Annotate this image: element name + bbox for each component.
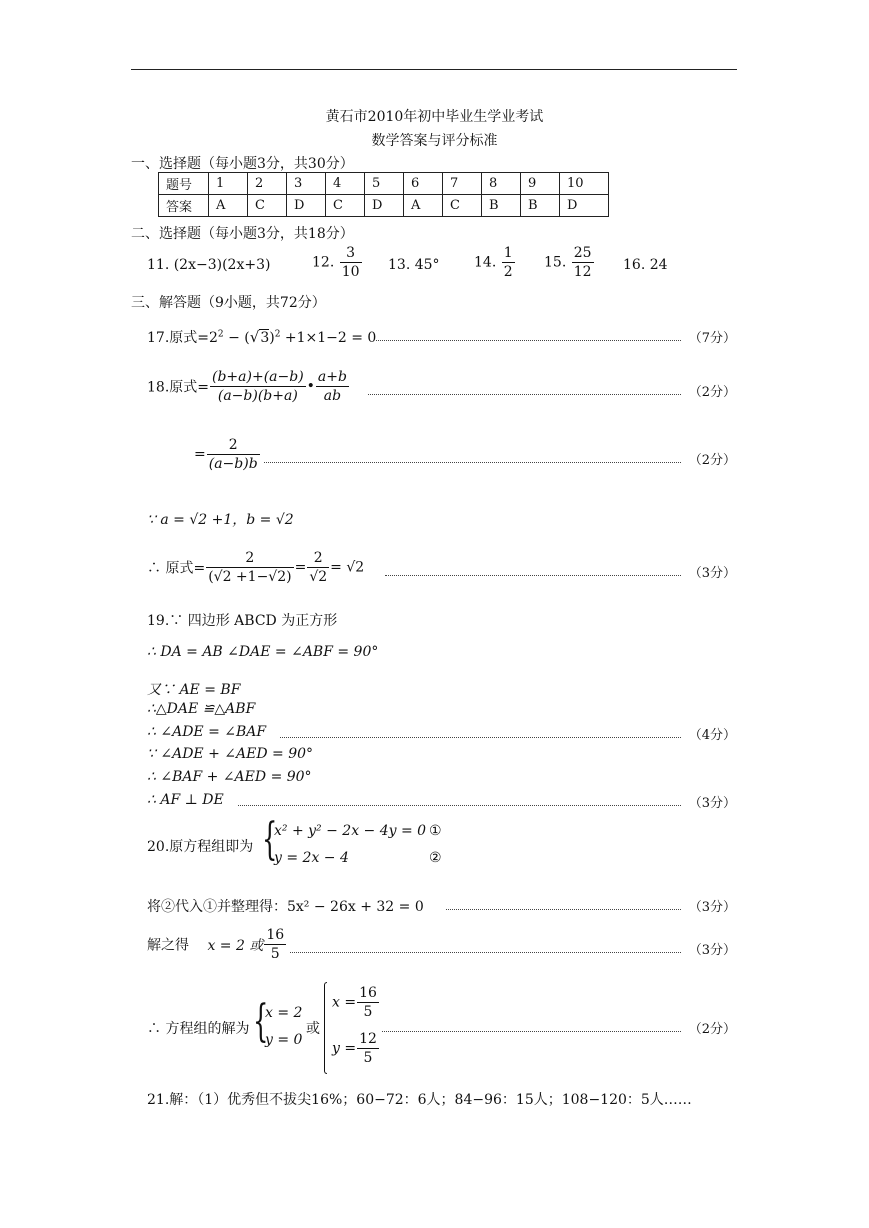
table-cell: 10 <box>560 173 609 195</box>
table-cell: D <box>287 195 326 217</box>
leader-dots <box>290 952 681 953</box>
q19-line6: ∵ ∠ADE + ∠AED = 90° <box>147 746 314 762</box>
q20-eq1-mark: ① <box>429 823 442 839</box>
table-cell: D <box>560 195 609 217</box>
table-cell: C <box>326 195 365 217</box>
leader-dots <box>376 340 681 341</box>
q19-score2: （3分） <box>688 796 736 811</box>
q18-line4: ∴ 原式= $\frac{2}{(√2 +1-√2)}$ = $\frac{2}{√2}$ = √2 <box>147 550 365 585</box>
table-row-answers <box>159 195 609 217</box>
leader-dots <box>264 462 681 463</box>
q20-solve: 解之得 x = 2 或 $\frac{16}{5}$ <box>147 927 285 962</box>
table-cell: 3 <box>287 173 326 195</box>
q19-line5: ∴ ∠ADE = ∠BAF <box>147 724 267 740</box>
q20-or: 或 <box>306 1021 320 1037</box>
q15-answer: 15. $\frac{25}{12}$ <box>544 245 592 280</box>
leader-dots <box>446 909 681 910</box>
q20-prefix: 20.原方程组即为 <box>147 839 254 855</box>
table-header-answer: 答案 <box>159 195 209 217</box>
doc-title: 黄石市2010年初中毕业生学业考试 <box>325 109 544 125</box>
leader-dots <box>382 1031 681 1032</box>
q19-line2: ∴ DA = AB ∠DAE = ∠ABF = 90° <box>147 644 379 660</box>
q20-eq1: x² + y² − 2x − 4y = 0 <box>274 823 427 839</box>
table-cell: C <box>443 195 482 217</box>
table-header-number: 题号 <box>159 173 209 195</box>
table-cell: 8 <box>482 173 521 195</box>
brace-icon: { <box>262 814 278 865</box>
q20-eq2: y = 2x − 4 <box>274 850 349 866</box>
table-cell: 9 <box>521 173 560 195</box>
brace-icon <box>324 982 327 1074</box>
q19-line8: ∴ AF ⊥ DE <box>147 792 224 808</box>
q20-sol1-y: y = 0 <box>265 1032 303 1048</box>
table-cell: A <box>404 195 443 217</box>
table-cell: 4 <box>326 173 365 195</box>
q20-sol1-x: x = 2 <box>265 1005 303 1021</box>
top-rule <box>131 69 737 70</box>
section-solve: 三、解答题（9小题，共72分） <box>131 295 326 311</box>
q20-sol2-x: x = $\frac{16}{5}$ <box>332 985 377 1020</box>
q19-line7: ∴ ∠BAF + ∠AED = 90° <box>147 769 312 785</box>
q17-line: 17.原式$=2^2 - (√3)^2 +1\times 1-2 = 0$ <box>147 328 377 346</box>
leader-dots <box>238 805 681 806</box>
table-cell: 5 <box>365 173 404 195</box>
q14-answer: 14. $\frac{1}{2}$ <box>474 245 513 280</box>
answer-table <box>158 172 609 217</box>
section-fill: 二、选择题（每小题3分，共18分） <box>131 226 354 242</box>
q18-score2: （2分） <box>688 453 736 468</box>
q21-line: 21.解：（1）优秀但不拔尖16%；60−72：6人；84−96：15人；108−120：5人…… <box>147 1092 692 1108</box>
leader-dots <box>385 575 681 576</box>
table-cell: D <box>365 195 404 217</box>
table-cell: 6 <box>404 173 443 195</box>
q20-sol2-y: y = $\frac{12}{5}$ <box>332 1031 377 1066</box>
table-row-numbers <box>159 173 609 195</box>
leader-dots <box>280 737 681 738</box>
table-cell: B <box>482 195 521 217</box>
q19-line4: ∴△DAE ≌△ABF <box>147 701 256 717</box>
q20-score2: （3分） <box>688 943 736 958</box>
q20-score1: （3分） <box>688 900 736 915</box>
q13-answer: 13. 45° <box>388 257 440 273</box>
q19-line3: 又∵ AE = BF <box>147 682 241 698</box>
table-cell: 7 <box>443 173 482 195</box>
q17-score: （7分） <box>688 331 736 346</box>
doc-subtitle: 数学答案与评分标准 <box>371 133 498 149</box>
table-cell: 2 <box>248 173 287 195</box>
q20-score3: （2分） <box>688 1022 736 1037</box>
table-cell: A <box>209 195 248 217</box>
q19-line1: 19.∵ 四边形 ABCD 为正方形 <box>147 613 338 629</box>
brace-icon: { <box>253 996 269 1047</box>
table-cell: C <box>248 195 287 217</box>
q18-line2: = $\frac{2}{(a-b)b}$ <box>194 437 258 472</box>
q16-answer: 16. 24 <box>623 257 668 273</box>
table-cell: 1 <box>209 173 248 195</box>
q20-substitute: 将②代入①并整理得：5x² − 26x + 32 = 0 <box>147 899 424 915</box>
q12-answer: 12. $\frac{3}{10}$ <box>312 245 360 280</box>
q19-score1: （4分） <box>688 728 736 743</box>
leader-dots <box>368 394 681 395</box>
q20-solution-prefix: ∴ 方程组的解为 <box>147 1021 250 1037</box>
q18-score3: （3分） <box>688 566 736 581</box>
q11-answer: 11. (2x−3)(2x+3) <box>147 257 271 273</box>
q18-given: ∵ a = √2 +1，b = √2 <box>147 512 294 528</box>
table-cell: B <box>521 195 560 217</box>
q18-line1: 18.原式= $\frac{(b+a)+(a-b)}{(a-b)(b+a)}$ • $\frac{a+b}{ab}$ <box>147 369 347 404</box>
section-choice: 一、选择题（每小题3分，共30分） <box>131 156 354 172</box>
q18-score1: （2分） <box>688 385 736 400</box>
q20-eq2-mark: ② <box>429 850 442 866</box>
